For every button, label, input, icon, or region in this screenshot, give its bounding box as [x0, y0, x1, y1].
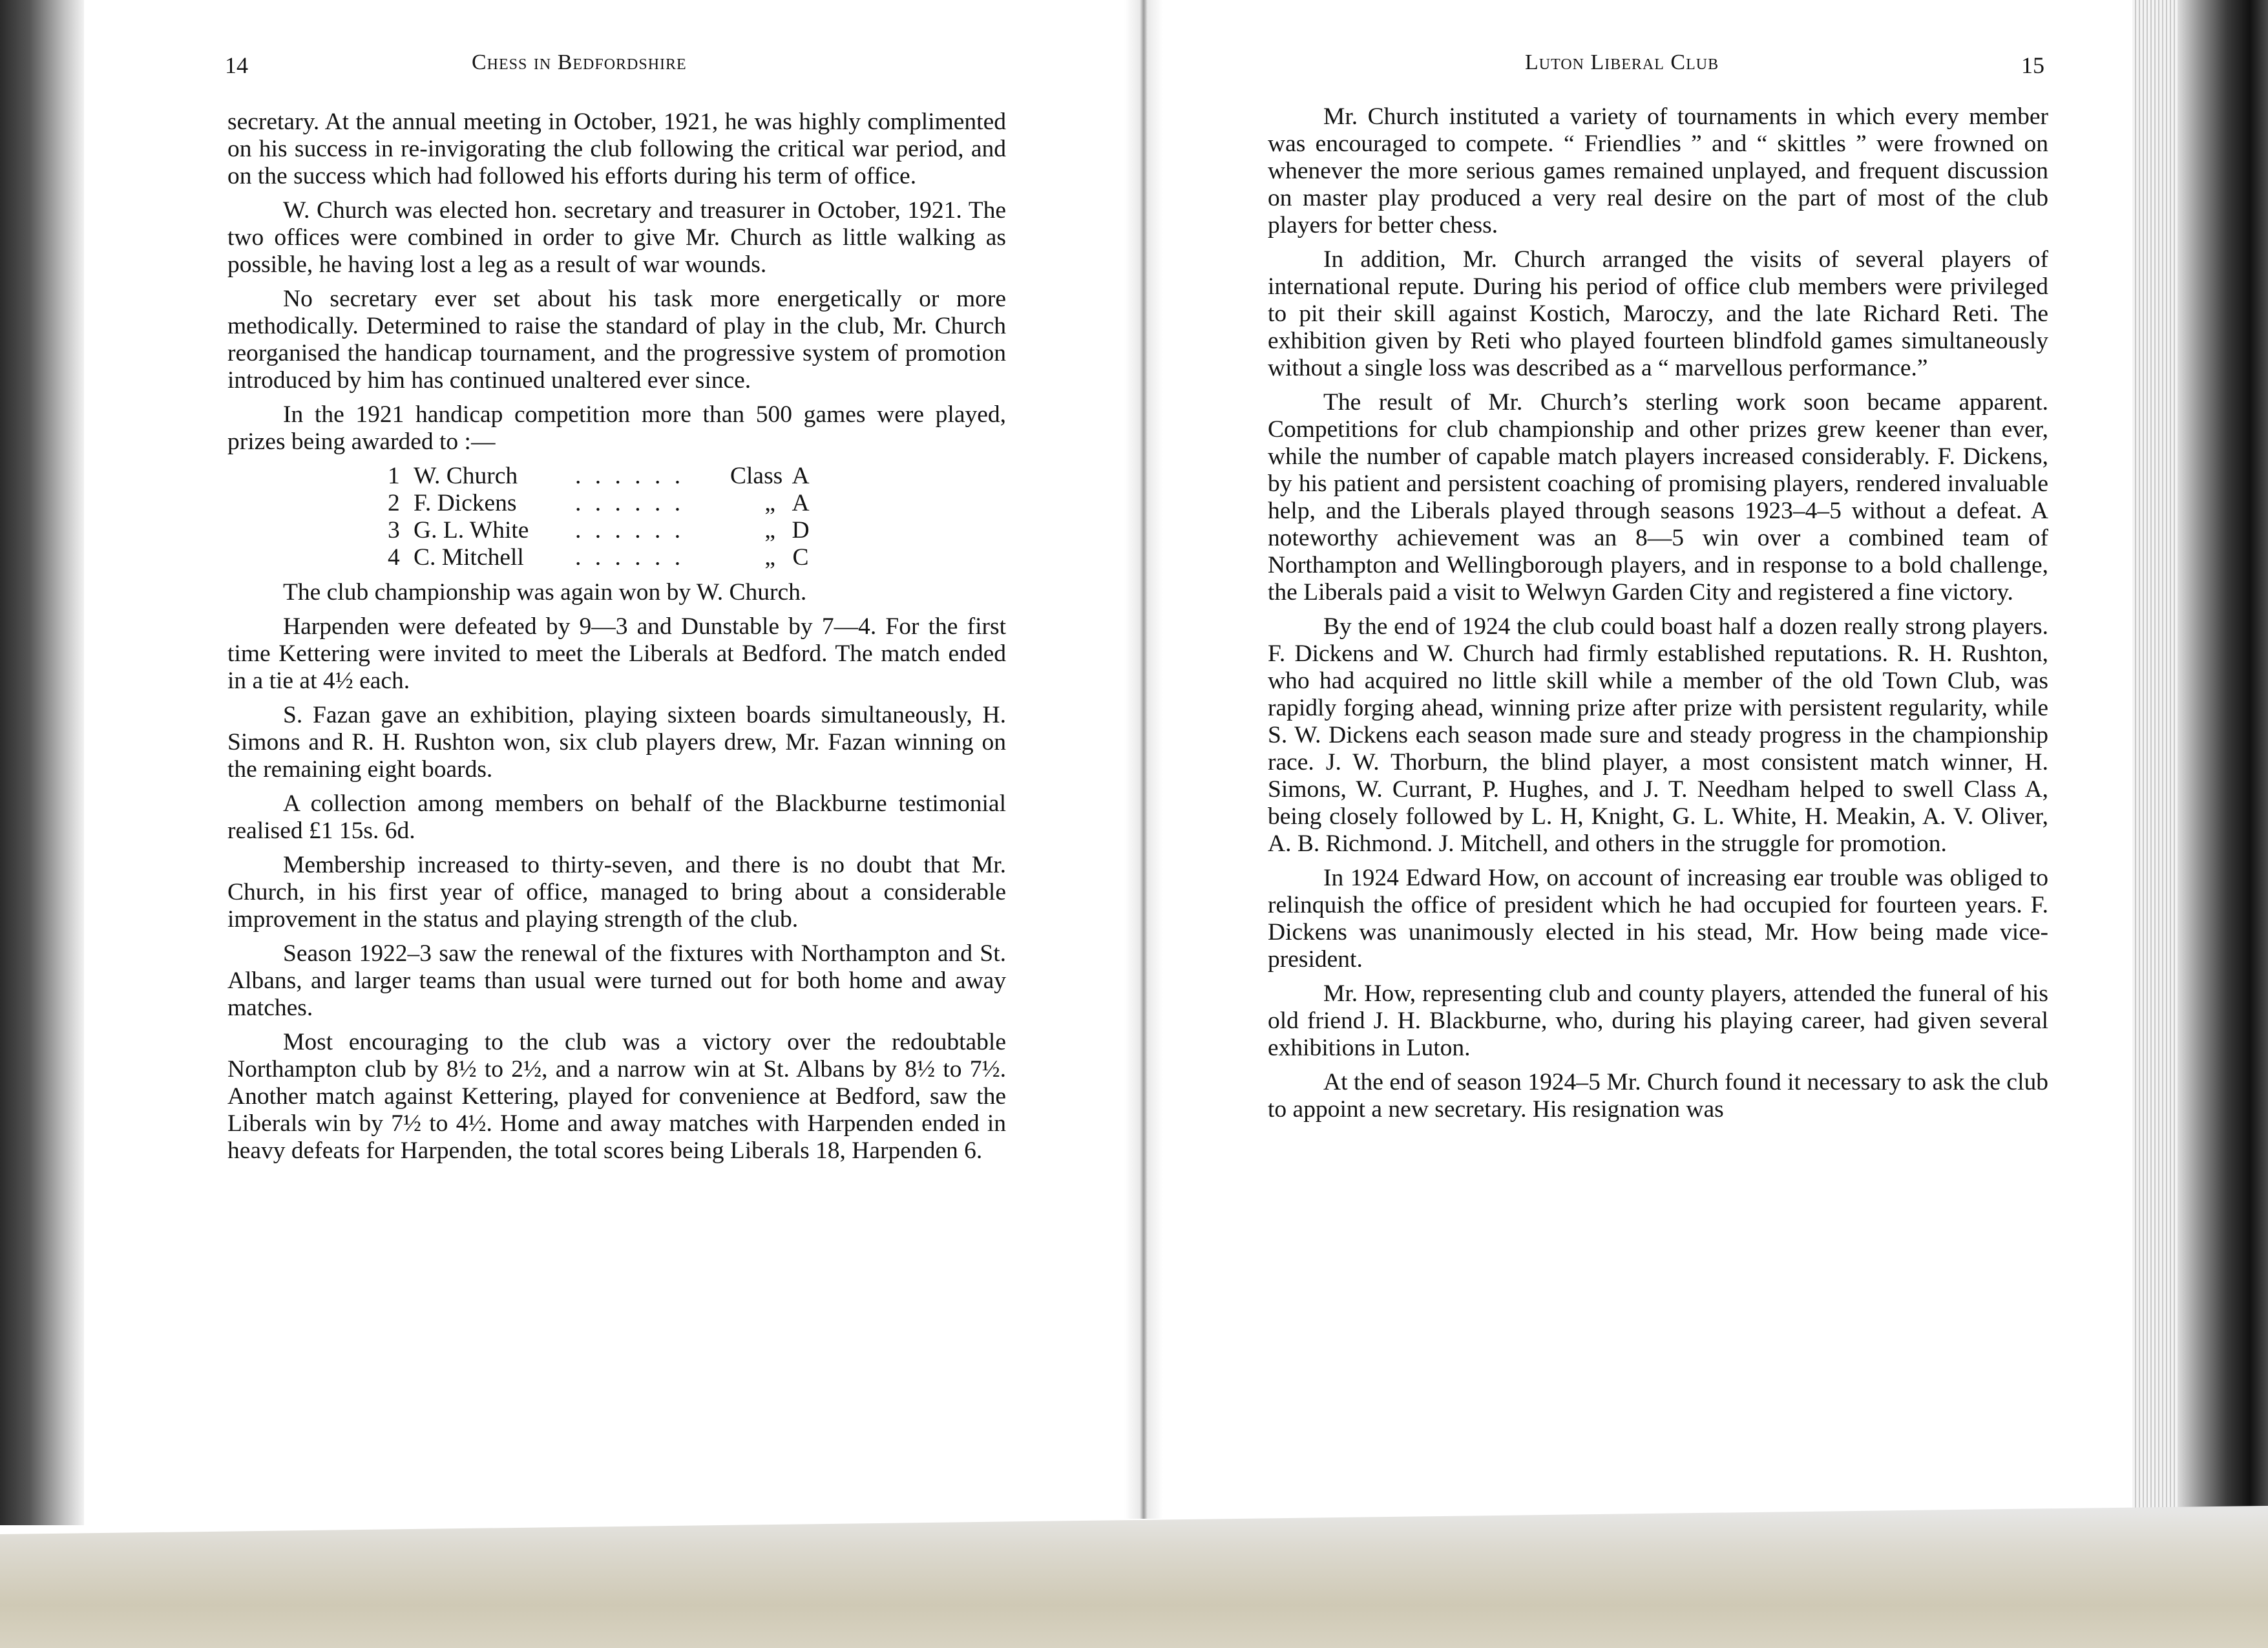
paragraph: In 1924 Edward How, on account of increasing ear trouble was obliged to relinquish the office of president which he had occupied for fourteen years. F. Dickens was unanimously elected in his stead, Mr. How being made vice-president. [1268, 865, 2048, 973]
paragraph: No secretary ever set about his task more energetically or more methodically. Determined to raise the standard of play in the club, Mr. Church reorganised the handicap tournament, and the progressive system of promotion introduced by him has continued unaltered ever since. [227, 286, 1006, 394]
paragraph: In the 1921 handicap competition more than 500 games were played, prizes being awarded to :— [227, 401, 1006, 455]
page-edges [2132, 0, 2178, 1538]
paragraph: The club championship was again won by W. Church. [283, 579, 807, 606]
left-page-body [227, 109, 1006, 1172]
paragraph: Most encouraging to the club was a victory over the redoubtable Northampton club by 8½ to 2½, and a narrow win at St. Albans by 8½ to 7½. Another match against Kettering, played for convenience at Bedford, saw the Liberals win by 7½ to 4½. Home and away matches with Harpenden ended in heavy defeats for Harpenden, the total scores being Liberals 18, Harpenden 6. [227, 1029, 1006, 1164]
running-head-left: Chess in Bedfordshire [472, 50, 687, 74]
paragraph: Mr. How, representing club and county players, attended the funeral of his old friend J. H. Blackburne, who, during his playing career, had given several exhibitions in Luton. [1268, 980, 2048, 1061]
paragraph: S. Fazan gave an exhibition, playing sixteen boards simultaneously, H. Simons and R. H. Rushton won, six club players drew, Mr. Fazan winning on the remaining eight boards. [227, 702, 1006, 783]
prize-row: 4 C. Mitchell . . . . . . „ C [388, 544, 809, 571]
paragraph: Mr. Church instituted a variety of tournaments in which every member was encouraged to compete. “ Friendlies ” and “ skittles ” were frowned on whenever the more serious games remained unplayed, and frequent discussion on master play produced a very real desire on the part of most of the club players for better chess. [1268, 103, 2048, 238]
prize-list [388, 463, 817, 571]
book-spine-shadow [0, 0, 84, 1525]
paragraph: W. Church was elected hon. secretary and treasurer in October, 1921. The two offices were combined in order to give Mr. Church as little walking as possible, he having lost a leg as a result of war wounds. [227, 197, 1006, 278]
prize-row: 1 W. Church . . . . . . Class A [388, 463, 810, 489]
paragraph: Season 1922–3 saw the renewal of the fixtures with Northampton and St. Albans, and larger teams than usual were turned out for both home and away matches. [227, 940, 1006, 1021]
prize-row: 3 G. L. White . . . . . . „ D [388, 517, 810, 544]
paragraph: In addition, Mr. Church arranged the visits of several players of international repute. During his period of office club members were privileged to pit their skill against Kostich, Maroczy, and the late Richard Reti. The exhibition given by Reti who played fourteen blindfold games simultaneously without a single loss was described as a “ marvellous performance.” [1268, 246, 2048, 381]
scan-bottom-margin [0, 1506, 2268, 1648]
page-number-left: 14 [225, 52, 248, 78]
paragraph: Membership increased to thirty-seven, and there is no doubt that Mr. Church, in his first year of office, managed to bring about a considerable improvement in the status and playing strength of the club. [227, 852, 1006, 933]
right-page-body [1268, 103, 2048, 1130]
paragraph: The result of Mr. Church’s sterling work soon became apparent. Competitions for club championship and other prizes grew keener than ever, while the number of capable match players increased considerably. F. Dickens, by his patient and persistent coaching of promising players, rendered invaluable help, and the Liberals played through seasons 1923–4–5 without a defeat. A noteworthy achievement was an 8—5 win over a combined team of Northampton and Wellingborough players, and in response to a bold challenge, the Liberals paid a visit to Welwyn Garden City and registered a fine victory. [1268, 389, 2048, 606]
paragraph: A collection among members on behalf of the Blackburne testimonial realised £1 15s. 6d. [227, 790, 1006, 844]
paragraph: Harpenden were defeated by 9—3 and Dunstable by 7—4. For the first time Kettering were invited to meet the Liberals at Bedford. The match ended in a tie at 4½ each. [227, 613, 1006, 694]
prize-row: 2 F. Dickens . . . . . . „ A [388, 490, 810, 516]
paragraph: By the end of 1924 the club could boast half a dozen really strong players. F. Dickens and W. Church had firmly established reputations. R. H. Rushton, who had acquired no little skill while a member of the old Town Club, was rapidly forging ahead, winning prize after prize with persistent regularity, while S. W. Dickens each season made sure and steady progress in the championship race. J. W. Thorburn, the blind player, a most consistent match winner, H. Simons, W. Currant, P. Hughes, and J. T. Needham helped to swell Class A, being closely followed by L. H, Knight, G. L. White, H. Meakin, A. V. Oliver, A. B. Richmond. J. Mitchell, and others in the struggle for promotion. [1268, 613, 2048, 857]
paragraph: At the end of season 1924–5 Mr. Church found it necessary to ask the club to appoint a new secretary. His resignation was [1268, 1069, 2048, 1123]
page-number-right: 15 [2021, 52, 2044, 78]
paragraph: secretary. At the annual meeting in October, 1921, he was highly complimented on his success in re-invigorating the club following the critical war period, and on the success which had followed his efforts during his term of office. [227, 109, 1006, 189]
page-gutter [1124, 0, 1163, 1519]
running-head-right: Luton Liberal Club [1525, 50, 1719, 74]
book-cover-edge [2178, 0, 2268, 1551]
